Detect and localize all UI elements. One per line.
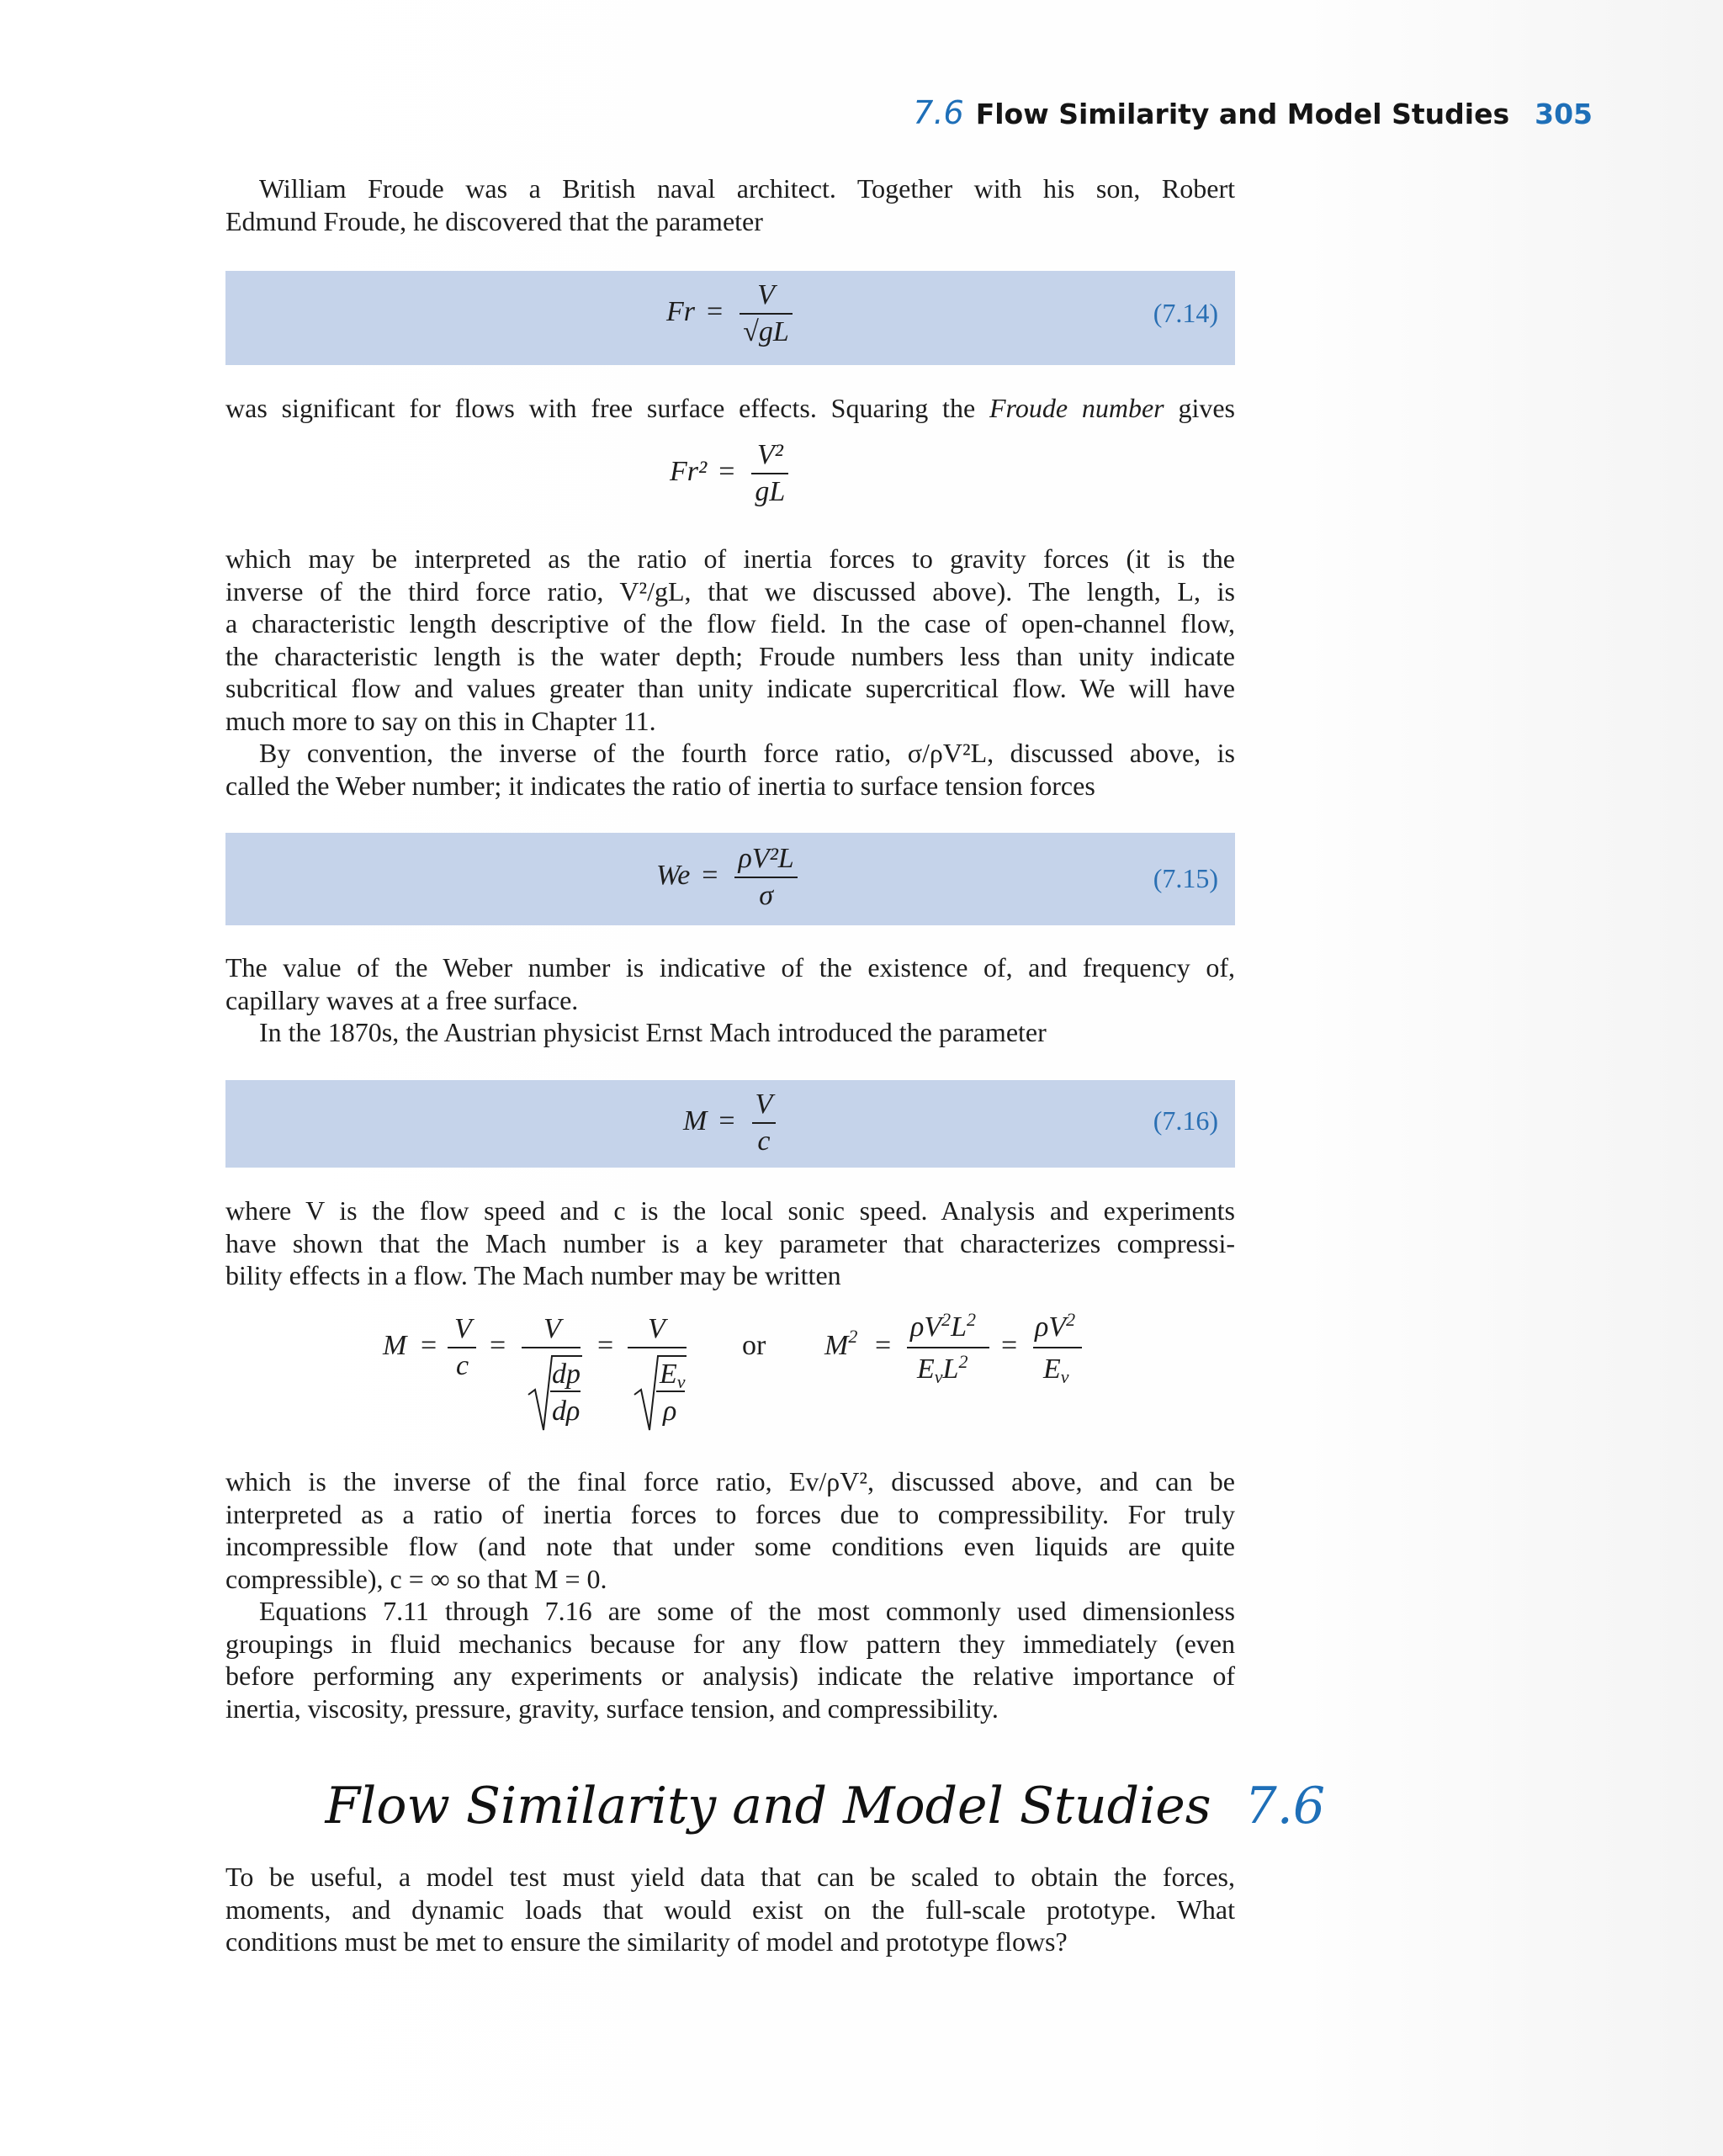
equation-weber-number: We = $\frac{\text{ρV²L}}{\sigma}$ [656, 843, 803, 912]
equation-denominator: gL [755, 476, 786, 507]
section-heading-number: 7.6 [1244, 1777, 1325, 1836]
equation-froude-number: Fr = $\frac{V}{√gL}$ [666, 279, 798, 348]
svg-text:V: V [454, 1313, 472, 1344]
svg-text:Ev: Ev [660, 1359, 686, 1392]
svg-text:=: = [490, 1330, 506, 1361]
equation-numerator: V [752, 1089, 777, 1124]
text-line: inertia, viscosity, pressure, gravity, surface tension, and compressibility. [225, 1692, 999, 1724]
text-line: subcritical flow and values greater than unity indicate supercritical flow. We will have [225, 673, 1235, 703]
text-line: incompressible flow (and note that under some conditions even liquids are quite [225, 1531, 1235, 1561]
svg-text:M: M [383, 1330, 407, 1361]
paragraph-weber-meaning [225, 951, 1235, 1016]
text-line: interpreted as a ratio of inertia forces to forces due to compressibility. For truly [225, 1498, 1235, 1529]
text-line: By convention, the inverse of the fourth force ratio, σ/ρV²L, discussed above, is [259, 738, 1235, 768]
equation-numerator: V² [751, 439, 788, 474]
equation-lhs: Fr² [670, 455, 708, 487]
equation-lhs: We [656, 859, 691, 891]
equation-box-7-15 [225, 833, 1235, 925]
text-line: have shown that the Mach number is a key parameter that characterizes compressi- [225, 1227, 1235, 1258]
paragraph-froude-significance [225, 392, 1235, 425]
equation-numerator: V [740, 279, 793, 315]
text-line: Edmund Froude, he discovered that the parameter [225, 205, 763, 236]
running-head [0, 94, 1593, 131]
text-line: To be useful, a model test must yield data that can be scaled to obtain the forces, [225, 1862, 1235, 1892]
running-head-title: Flow Similarity and Model Studies [975, 98, 1510, 130]
equation-froude-squared: Fr² = $\frac{\text{V²}}{gL}$ [670, 439, 793, 508]
running-head-section-number: 7.6 [913, 94, 964, 131]
paragraph-froude-interpretation [225, 543, 1235, 737]
text-line: a characteristic length descriptive of the flow field. In the case of open-channel flow, [225, 608, 1235, 638]
text-run: was significant for flows with free surface effects. Squaring the [225, 393, 989, 423]
svg-text:V: V [648, 1313, 665, 1344]
svg-text:=: = [875, 1330, 892, 1361]
svg-text:Ev: Ev [1043, 1353, 1069, 1387]
equation-denominator: c [757, 1126, 771, 1157]
text-line: where V is the flow speed and c is the local sonic speed. Analysis and experiments [225, 1195, 1235, 1226]
term-froude-number: Froude number [989, 393, 1164, 423]
equation-denominator: σ [759, 880, 773, 911]
equation-lhs: M [683, 1104, 708, 1136]
text-line: In the 1870s, the Austrian physicist Ernst Mach introduced the parameter [259, 1017, 1047, 1047]
text-line: capillary waves at a free surface. [225, 984, 579, 1015]
svg-text:V: V [543, 1313, 561, 1344]
or-word: or [742, 1330, 766, 1361]
section-heading-title: Flow Similarity and Model Studies [325, 1777, 1211, 1836]
svg-text:dρ: dρ [552, 1396, 581, 1427]
text-line: before performing any experiments or analysis) indicate the relative importance of [225, 1661, 1235, 1691]
text-line: William Froude was a British naval architect. Together with his son, Robert [259, 173, 1235, 204]
text-line: The value of the Weber number is indicative of the existence of, and frequency of, [225, 952, 1235, 983]
text-line: bility effects in a flow. The Mach number may be written [225, 1260, 841, 1290]
svg-text:M2: $M^2$ [824, 1326, 858, 1361]
svg-text:EvL2: EvL$^2$ [917, 1351, 968, 1387]
paragraph-dimensionless-summary [225, 1595, 1235, 1724]
equation-lhs: Fr [666, 295, 695, 327]
equation-box-7-14 [225, 271, 1235, 365]
text-line: compressible), c = ∞ so that M = 0. [225, 1563, 607, 1594]
text-line: the characteristic length is the water depth; Froude numbers less than unity indicate [225, 640, 1235, 671]
equation-mach-number: M = $\frac{V}{c}$ [683, 1089, 781, 1157]
equation-number: (7.16) [1153, 1105, 1218, 1136]
paragraph-froude-intro [225, 172, 1235, 237]
equation-number: (7.15) [1153, 863, 1218, 893]
text-line: Equations 7.11 through 7.16 are some of the most commonly used dimensionless [259, 1596, 1235, 1626]
equation-denominator: √gL [743, 316, 789, 347]
text-line: conditions must be met to ensure the similarity of model and prototype flows? [225, 1926, 1068, 1957]
svg-text:ρV2: $\rho V^2$ [1035, 1309, 1076, 1343]
equation-box-7-16 [225, 1080, 1235, 1168]
svg-text:dp: dp [552, 1359, 581, 1390]
svg-text:=: = [1001, 1330, 1018, 1361]
text-run: gives [1164, 393, 1236, 423]
text-line: much more to say on this in Chapter 11. [225, 705, 656, 736]
text-line: groupings in fluid mechanics because for any flow pattern they immediately (even [225, 1628, 1235, 1659]
text-line: called the Weber number; it indicates the ratio of inertia to surface tension forces [225, 770, 1095, 801]
svg-text:ρ: ρ [663, 1396, 677, 1427]
section-heading [0, 1777, 1325, 1836]
text-line [225, 392, 1235, 425]
svg-text:=: = [421, 1330, 437, 1361]
equation-mach-expansions [370, 1304, 1296, 1438]
text-line: moments, and dynamic loads that would exist on the full-scale prototype. What [225, 1894, 1235, 1925]
text-line: which may be interpreted as the ratio of inertia forces to gravity forces (it is the [225, 543, 1235, 574]
svg-text:c: c [456, 1350, 469, 1381]
paragraph-model-test [225, 1861, 1235, 1958]
paragraph-weber-intro [225, 737, 1235, 802]
paragraph-mach-intro [225, 1016, 1235, 1049]
paragraph-mach-interpretation [225, 1465, 1235, 1595]
text-line: inverse of the third force ratio, V²/gL, that we discussed above). The length, L, is [225, 575, 1235, 607]
page-number: 305 [1535, 98, 1593, 130]
svg-text:=: = [597, 1330, 614, 1361]
text-line: which is the inverse of the final force ratio, Ev/ρV², discussed above, and can be [225, 1466, 1235, 1496]
equation-numerator: ρV²L [734, 843, 797, 878]
equation-number: (7.14) [1153, 298, 1218, 328]
svg-text:ρV2L2: $\rho V^2L^2$ [910, 1309, 977, 1343]
paragraph-mach-definition [225, 1195, 1235, 1292]
